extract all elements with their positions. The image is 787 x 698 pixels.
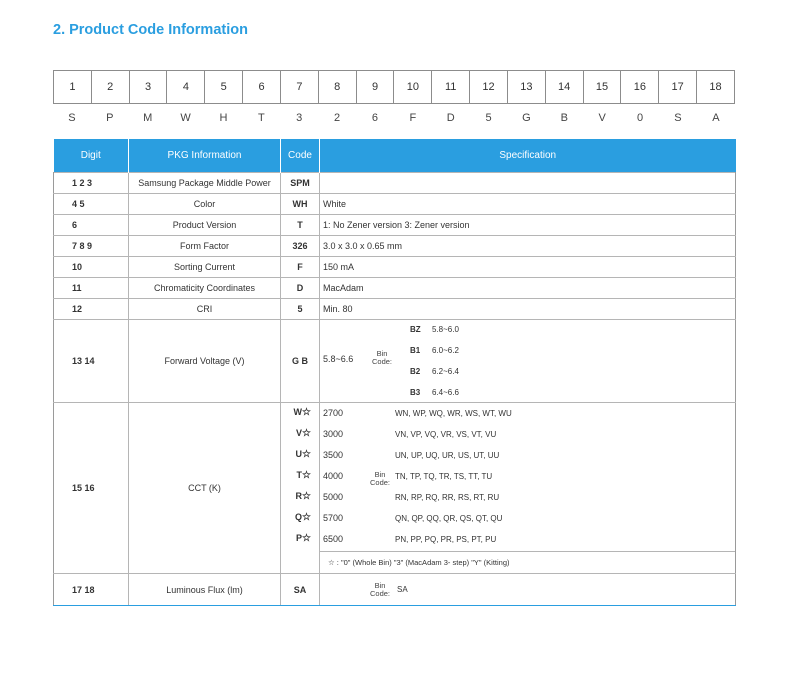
star-icon: ☆ xyxy=(302,428,311,439)
bin-code-label: Bin Code: xyxy=(372,349,393,366)
table-row xyxy=(54,173,736,194)
star-icon: ☆ xyxy=(302,449,311,460)
code-letter-cell: 6 xyxy=(371,112,378,124)
code-cell: F xyxy=(281,257,320,278)
cct-star-note: ☆ : "0" (Whole Bin) "3" (MacAdam 3- step) "Y" (Kitting) xyxy=(320,551,735,574)
table-row xyxy=(54,215,736,236)
digit-position-cell: 16 xyxy=(621,71,659,104)
pkg-cell: CRI xyxy=(129,299,281,320)
table-row xyxy=(54,194,736,215)
code-letter-cell: 5 xyxy=(485,112,492,124)
cct-value: 5700 xyxy=(323,513,344,523)
cct-bin-codes: WN, WP, WQ, WR, WS, WT, WU xyxy=(395,409,512,418)
star-icon: ☆ xyxy=(302,470,311,481)
cct-value: 2700 xyxy=(323,408,344,418)
digit-cell: 1 2 3 xyxy=(54,173,129,194)
table-header-row xyxy=(54,139,736,173)
code-letter-cell: 2 xyxy=(334,112,341,124)
digit-cell: 13 14 xyxy=(54,320,129,403)
bin-code-label: Bin Code: xyxy=(370,470,391,487)
digit-cell: 7 8 9 xyxy=(54,236,129,257)
digit-position-cell: 15 xyxy=(583,71,621,104)
header-specification: Specification xyxy=(320,139,736,173)
cct-row xyxy=(320,529,735,550)
digit-position-cell: 7 xyxy=(280,71,318,104)
star-icon: ☆ xyxy=(302,407,311,418)
digit-cell: 10 xyxy=(54,257,129,278)
pkg-cell: CCT (K) xyxy=(129,403,281,574)
table-row xyxy=(54,278,736,299)
digit-position-cell: 3 xyxy=(129,71,167,104)
pkg-cell: Color xyxy=(129,194,281,215)
spec-cell-forward-voltage xyxy=(320,320,736,403)
spec-cell: Min. 80 xyxy=(320,299,736,320)
pkg-cell: Chromaticity Coordinates xyxy=(129,278,281,299)
spec-cell: 1: No Zener version 3: Zener version xyxy=(320,215,736,236)
star-icon: ☆ xyxy=(302,512,311,523)
digit-cell: 6 xyxy=(54,215,129,236)
digit-position-cell: 8 xyxy=(318,71,356,104)
table-row xyxy=(54,299,736,320)
header-code: Code xyxy=(281,139,320,173)
code-letter-cell: S xyxy=(68,112,76,124)
code-letter-cell: D xyxy=(446,112,455,124)
digit-position-cell: 12 xyxy=(470,71,508,104)
cct-bin-codes: QN, QP, QQ, QR, QS, QT, QU xyxy=(395,514,503,523)
header-digit: Digit xyxy=(54,139,129,173)
pkg-cell: Form Factor xyxy=(129,236,281,257)
digit-position-cell: 2 xyxy=(91,71,129,104)
code-cell: WH xyxy=(281,194,320,215)
cct-code: T☆ xyxy=(296,470,311,481)
digit-position-cell: 10 xyxy=(394,71,432,104)
cct-value: 4000 xyxy=(323,471,344,481)
digit-cell: 11 xyxy=(54,278,129,299)
code-letter-cell: G xyxy=(522,112,531,124)
cct-row xyxy=(320,403,735,424)
code-letter-row xyxy=(53,109,735,127)
cct-code: W☆ xyxy=(293,407,311,418)
code-cell: T xyxy=(281,215,320,236)
cct-row xyxy=(320,508,735,529)
voltage-bin: B3 6.4~6.6 xyxy=(410,388,459,397)
digit-position-cell: 13 xyxy=(507,71,545,104)
code-cell-cct xyxy=(281,403,320,574)
digit-cell: 17 18 xyxy=(54,574,129,606)
digit-cell: 4 5 xyxy=(54,194,129,215)
spec-cell-cct xyxy=(320,403,736,574)
pkg-cell: Product Version xyxy=(129,215,281,236)
table-row xyxy=(54,236,736,257)
header-pkg-information: PKG Information xyxy=(129,139,281,173)
cct-code: V☆ xyxy=(296,428,311,439)
cct-value: 3500 xyxy=(323,450,344,460)
cct-bin-codes: UN, UP, UQ, UR, US, UT, UU xyxy=(395,451,500,460)
cct-row xyxy=(320,487,735,508)
cct-bin-codes: VN, VP, VQ, VR, VS, VT, VU xyxy=(395,430,497,439)
bin-code-label: Bin Code: xyxy=(370,581,391,598)
spec-cell xyxy=(320,173,736,194)
digit-position-cell: 5 xyxy=(205,71,243,104)
section-title: 2. Product Code Information xyxy=(53,22,248,38)
cct-code: R☆ xyxy=(295,491,311,502)
table-row-cct xyxy=(54,403,736,574)
luminous-flux-bin: SA xyxy=(397,585,408,594)
voltage-bin: BZ 5.8~6.0 xyxy=(410,325,459,334)
table-row-luminous-flux xyxy=(54,574,736,606)
digit-position-cell: 6 xyxy=(243,71,281,104)
code-letter-cell: 3 xyxy=(296,112,303,124)
cct-code: Q☆ xyxy=(295,512,311,523)
pkg-cell: Luminous Flux (lm) xyxy=(129,574,281,606)
code-letter-cell: F xyxy=(409,112,417,124)
table-row-forward-voltage xyxy=(54,320,736,403)
star-icon: ☆ xyxy=(302,533,311,544)
cct-value: 6500 xyxy=(323,534,344,544)
digit-position-cell: 1 xyxy=(69,81,76,93)
code-letter-cell: 0 xyxy=(637,112,644,124)
spec-cell: White xyxy=(320,194,736,215)
code-letter-cell: W xyxy=(180,112,191,124)
pkg-cell: Sorting Current xyxy=(129,257,281,278)
forward-voltage-range: 5.8~6.6 xyxy=(323,354,354,364)
pkg-cell: Forward Voltage (V) xyxy=(129,320,281,403)
code-letter-cell: P xyxy=(106,112,114,124)
cct-bin-codes: RN, RP, RQ, RR, RS, RT, RU xyxy=(395,493,500,502)
product-code-table xyxy=(53,139,736,606)
spec-cell: MacAdam xyxy=(320,278,736,299)
cct-code: U☆ xyxy=(295,449,311,460)
code-cell: SPM xyxy=(281,173,320,194)
code-cell: SA xyxy=(281,574,320,606)
code-letter-cell: T xyxy=(257,112,265,124)
cct-value: 3000 xyxy=(323,429,344,439)
code-cell: G B xyxy=(281,320,320,403)
code-cell: 5 xyxy=(281,299,320,320)
digit-position-cell: 17 xyxy=(659,71,697,104)
cct-value: 5000 xyxy=(323,492,344,502)
code-cell: 326 xyxy=(281,236,320,257)
pkg-cell: Samsung Package Middle Power xyxy=(129,173,281,194)
voltage-bin: B2 6.2~6.4 xyxy=(410,367,459,376)
code-letter-cell: V xyxy=(598,112,606,124)
digit-position-row xyxy=(53,70,735,104)
cct-bin-codes: PN, PP, PQ, PR, PS, PT, PU xyxy=(395,535,497,544)
star-icon: ☆ xyxy=(302,491,311,502)
code-letter-cell: M xyxy=(143,112,153,124)
table-row xyxy=(54,257,736,278)
code-letter-cell: B xyxy=(560,112,568,124)
digit-position-cell: 18 xyxy=(697,71,735,104)
digit-position-cell: 9 xyxy=(356,71,394,104)
code-letter-cell: A xyxy=(712,112,720,124)
digit-position-cell: 14 xyxy=(545,71,583,104)
code-letter-cell: S xyxy=(674,112,682,124)
cct-row xyxy=(320,445,735,466)
spec-cell: 150 mA xyxy=(320,257,736,278)
cct-bin-codes: TN, TP, TQ, TR, TS, TT, TU xyxy=(395,472,493,481)
code-letter-cell: H xyxy=(219,112,228,124)
digit-position-cell: 4 xyxy=(167,71,205,104)
voltage-bin: B1 6.0~6.2 xyxy=(410,346,459,355)
cct-code: P☆ xyxy=(296,533,311,544)
code-cell: D xyxy=(281,278,320,299)
spec-cell: 3.0 x 3.0 x 0.65 mm xyxy=(320,236,736,257)
digit-cell: 15 16 xyxy=(54,403,129,574)
digit-position-cell: 11 xyxy=(432,71,470,104)
digit-cell: 12 xyxy=(54,299,129,320)
spec-cell-luminous-flux xyxy=(320,574,736,606)
cct-row xyxy=(320,424,735,445)
